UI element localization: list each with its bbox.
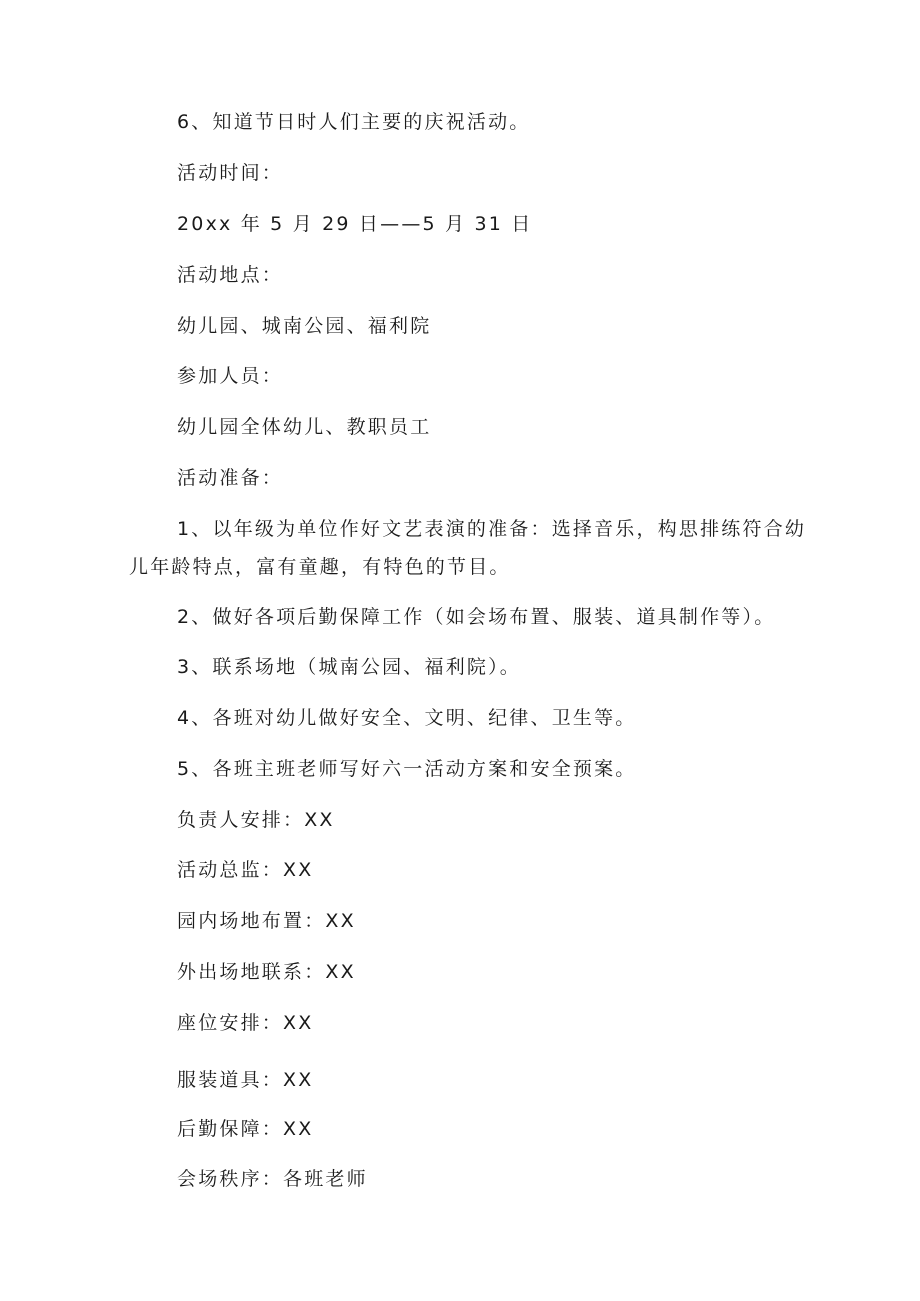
heading-activity-time: 活动时间： (177, 162, 284, 184)
assignment-external-venue: 外出场地联系：XX (177, 961, 356, 983)
assignment-seating: 座位安排：XX (177, 1012, 314, 1034)
assignment-person-in-charge: 负责人安排：XX (177, 809, 335, 831)
assignment-activity-director: 活动总监：XX (177, 859, 314, 881)
participants-value: 幼儿园全体幼儿、教职员工 (177, 416, 432, 438)
heading-participants: 参加人员： (177, 365, 284, 387)
assignment-venue-order: 会场秩序：各班老师 (177, 1168, 368, 1190)
heading-activity-location: 活动地点： (177, 264, 284, 286)
preparation-item-1: 1、以年级为单位作好文艺表演的准备：选择音乐，构思排练符合幼 (177, 518, 807, 540)
preparation-item-1-continued: 儿年龄特点，富有童趣，有特色的节目。 (129, 556, 511, 578)
activity-time-value: 20xx 年 5 月 29 日——5 月 31 日 (177, 213, 533, 235)
assignment-venue-layout: 园内场地布置：XX (177, 910, 356, 932)
activity-location-value: 幼儿园、城南公园、福利院 (177, 315, 432, 337)
assignment-costumes-props: 服装道具：XX (177, 1069, 314, 1091)
preparation-item-5: 5、各班主班老师写好六一活动方案和安全预案。 (177, 758, 637, 780)
preparation-item-3: 3、联系场地（城南公园、福利院）。 (177, 656, 521, 678)
paragraph-goal-6: 6、知道节日时人们主要的庆祝活动。 (177, 111, 531, 133)
assignment-logistics: 后勤保障：XX (177, 1118, 314, 1140)
heading-activity-preparation: 活动准备： (177, 467, 284, 489)
preparation-item-2: 2、做好各项后勤保障工作（如会场布置、服装、道具制作等）。 (177, 606, 776, 628)
preparation-item-4: 4、各班对幼儿做好安全、文明、纪律、卫生等。 (177, 707, 637, 729)
